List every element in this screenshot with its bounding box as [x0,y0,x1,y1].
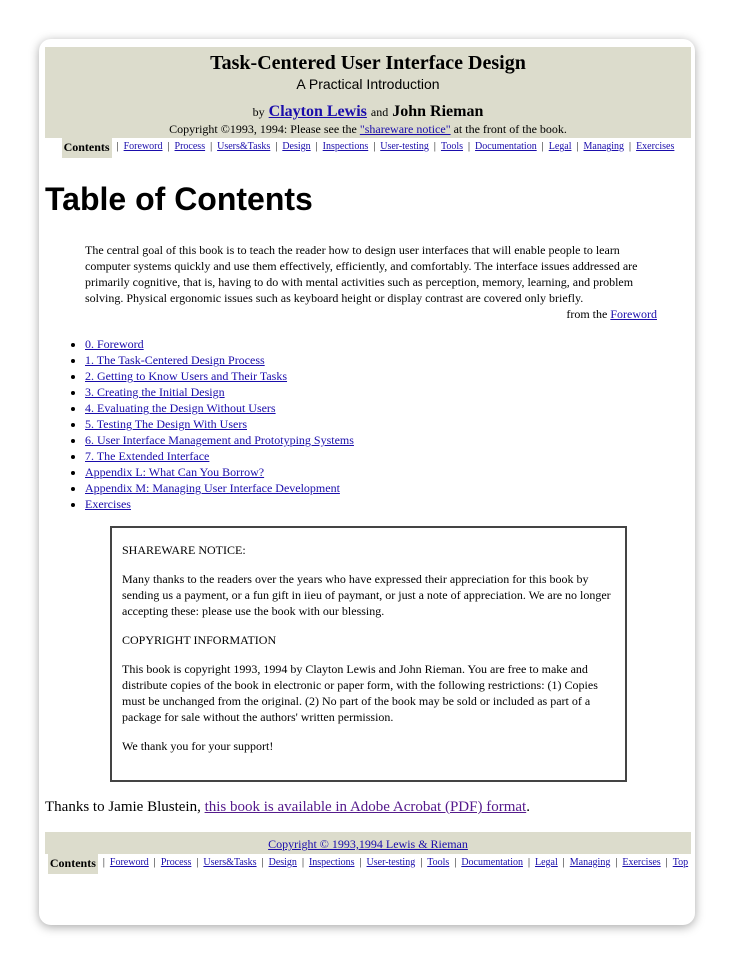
thanks-prefix: Thanks to Jamie Blustein, [45,799,201,815]
copyright-line [45,121,691,137]
nav-separator: | [102,857,105,868]
toc-item [85,336,691,352]
from-label: from the [566,307,608,321]
nav-link-managing[interactable]: Managing [583,141,625,152]
bottom-navigation [45,854,691,876]
pdf-format-link[interactable]: this book is available in Adobe Acrobat (PDF) format [204,799,527,815]
author-john-rieman: John Rieman [392,103,484,120]
nav-link-design[interactable]: Design [268,857,297,868]
nav-link-user-testing[interactable]: User-testing [380,141,429,152]
nav-link-exercises[interactable]: Exercises [636,141,675,152]
toc-item [85,480,691,496]
book-header [45,47,691,138]
footer-copyright-bar [45,832,691,854]
toc-item [85,400,691,416]
and-label: and [370,105,389,119]
nav-link-tools[interactable]: Tools [440,141,464,152]
nav-separator: | [261,857,264,868]
copyright-heading: COPYRIGHT INFORMATION [122,633,277,647]
nav-link-inspections[interactable]: Inspections [308,857,355,868]
toc-item [85,432,691,448]
nav-link-managing[interactable]: Managing [569,857,611,868]
thanks-suffix: . [526,799,530,815]
nav-separator: | [433,141,436,152]
thank-you-text: We thank you for your support! [122,739,274,753]
shareware-notice-box [110,526,627,782]
toc-item [85,464,691,480]
toc-link[interactable]: 3. Creating the Initial Design [85,385,225,399]
toc-link[interactable]: 2. Getting to Know Users and Their Tasks [85,369,288,383]
toc-link[interactable]: 1. The Task-Centered Design Process [85,353,265,367]
toc-item [85,352,691,368]
nav-separator: | [420,857,423,868]
nav-link-tools[interactable]: Tools [427,857,450,868]
nav-link-foreword[interactable]: Foreword [109,857,149,868]
nav-separator: | [562,857,565,868]
shareware-text: Many thanks to the readers over the years who have expressed their appreciation for this book by sending us a payment, or a fun gift in iieu of paymant, or just a note of appreciation. We are no longer accepting these: please use the book with our blessing. [122,572,611,618]
nav-link-process[interactable]: Process [174,141,206,152]
toc-item [85,416,691,432]
nav-current-contents: Contents [48,854,98,874]
nav-separator: | [541,141,544,152]
nav-separator: | [468,141,471,152]
nav-link-documentation[interactable]: Documentation [475,141,537,152]
nav-link-users-tasks[interactable]: Users&Tasks [217,141,271,152]
nav-separator: | [615,857,618,868]
book-title: Task-Centered User Interface Design [210,52,526,74]
browser-page-frame [39,39,695,925]
intro-quote [85,242,657,322]
toc-link[interactable]: Exercises [85,497,131,511]
toc-link[interactable]: 7. The Extended Interface [85,449,210,463]
footer-copyright-link[interactable]: Copyright © 1993,1994 Lewis & Rieman [268,837,468,851]
nav-separator: | [359,857,362,868]
nav-link-legal[interactable]: Legal [548,141,572,152]
top-navigation [45,138,691,160]
nav-separator: | [153,857,156,868]
toc-link[interactable]: 0. Foreword [85,337,144,351]
author-link-clayton-lewis[interactable]: Clayton Lewis [268,103,367,120]
nav-link-inspections[interactable]: Inspections [322,141,369,152]
intro-attribution [85,306,657,322]
authors-line [45,103,691,121]
shareware-notice-link[interactable]: "shareware notice" [359,122,451,136]
copyright-suffix: at the front of the book. [453,122,567,136]
nav-separator: | [576,141,579,152]
nav-separator: | [116,141,119,152]
toc-item [85,496,691,512]
nav-separator: | [196,857,199,868]
nav-link-user-testing[interactable]: User-testing [366,857,416,868]
nav-link-process[interactable]: Process [160,857,192,868]
foreword-link[interactable]: Foreword [610,307,657,321]
nav-link-exercises[interactable]: Exercises [622,857,661,868]
page-title: Table of Contents [45,181,313,217]
nav-separator: | [210,141,213,152]
nav-separator: | [527,857,530,868]
nav-link-foreword[interactable]: Foreword [123,141,163,152]
toc-link[interactable]: 4. Evaluating the Design Without Users [85,401,276,415]
nav-separator: | [665,857,668,868]
toc-link[interactable]: 5. Testing The Design With Users [85,417,247,431]
by-label: by [252,105,265,119]
nav-separator: | [454,857,457,868]
toc-item [85,368,691,384]
nav-separator: | [275,141,278,152]
intro-text: The central goal of this book is to teach the reader how to design user interfaces that will enable people to learn computer systems quickly and use them effectively, efficiently, and comfortably. The interface issues addressed are primarily cognitive, that is, having to do with mental activities such as perception, memory, learning, and problem solving. Physical ergonomic issues such as keyboard height or display contrast are covered only briefly. [85,243,638,305]
table-of-contents-list [45,336,691,512]
nav-link-legal[interactable]: Legal [535,857,558,868]
book-subtitle: A Practical Introduction [296,76,440,92]
nav-link-users-tasks[interactable]: Users&Tasks [203,857,257,868]
page-content [45,47,691,876]
nav-separator: | [315,141,318,152]
shareware-heading: SHAREWARE NOTICE: [122,543,246,557]
nav-separator: | [301,857,304,868]
nav-link-documentation[interactable]: Documentation [461,857,523,868]
toc-link[interactable]: Appendix M: Managing User Interface Development [85,481,340,495]
nav-separator: | [373,141,376,152]
nav-link-top[interactable]: Top [672,857,689,868]
copyright-text: This book is copyright 1993, 1994 by Clayton Lewis and John Rieman. You are free to make and distribute copies of the book in electronic or paper form, with the following restrictions: (1) Copies must be unchanged from the original. (2) No part of the book may be sold or included as part of a package for sale without the authors' written permission. [122,662,598,724]
toc-item [85,384,691,400]
toc-item [85,448,691,464]
toc-link[interactable]: 6. User Interface Management and Prototyping Systems [85,433,354,447]
nav-separator: | [167,141,170,152]
nav-current-contents: Contents [62,138,112,158]
toc-link[interactable]: Appendix L: What Can You Borrow? [85,465,265,479]
copyright-prefix: Copyright ©1993, 1994: Please see the [169,122,357,136]
nav-separator: | [629,141,632,152]
thanks-line [45,798,691,816]
nav-link-design[interactable]: Design [282,141,311,152]
